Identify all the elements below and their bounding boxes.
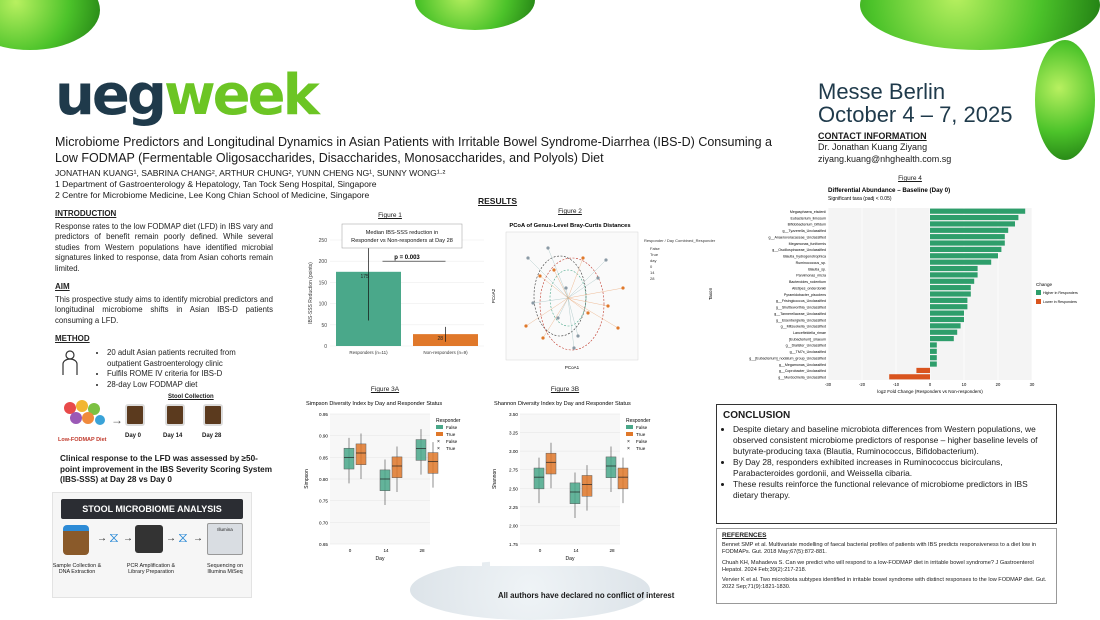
- y-tick-label: 3.25: [509, 430, 518, 436]
- data-point: [576, 334, 579, 337]
- contact-email: ziyang.kuang@nhghealth.com.sg: [818, 153, 952, 164]
- x-axis-label: Day: [375, 556, 385, 562]
- legend-title: Change: [1036, 282, 1053, 287]
- legend-entry: False: [446, 425, 458, 430]
- y-tick-label: 0: [324, 344, 327, 350]
- x-tick-label: 14: [573, 548, 579, 553]
- data-point: [616, 326, 619, 329]
- legend-entry: False: [636, 425, 648, 430]
- y-tick-label: g__Megamonas_Unclassified: [778, 362, 826, 367]
- figure-3b-chart: [490, 396, 680, 566]
- data-point: [526, 256, 529, 259]
- x-tick-label: 0: [348, 548, 352, 553]
- x-tick-label: -20: [858, 382, 866, 387]
- decorative-blob-right: [1035, 40, 1095, 160]
- legend-swatch: [1036, 299, 1041, 304]
- ueg-week-logo: [55, 63, 317, 128]
- box: [416, 440, 426, 461]
- legend-entry: 28: [650, 276, 655, 281]
- legend-marker: ×: [627, 439, 630, 445]
- conflict-statement: All authors have declared no conflict of interest: [498, 591, 675, 600]
- logo-part-1: ueg: [55, 63, 164, 128]
- data-label: 175: [360, 273, 369, 280]
- y-tick-label: Eubacterium_limosum: [790, 216, 826, 221]
- bar: [930, 234, 1005, 239]
- y-tick-label: Lancefieldella_rimae: [793, 331, 826, 336]
- box: [570, 483, 580, 504]
- y-tick-label: 0.95: [319, 412, 328, 417]
- y-tick-label: 0.80: [319, 477, 328, 482]
- p-value-annotation: p = 0.003: [394, 255, 420, 262]
- stool-cup-icon: [203, 404, 223, 426]
- references-heading: REFERENCES: [722, 532, 767, 539]
- method-bullet: • 20 adult Asian patients recruited from outpatient Gastroenterology clinic: [107, 348, 245, 369]
- data-point: [586, 311, 589, 314]
- y-tick-label: Megasphaera_elsdenii: [789, 209, 826, 214]
- figure-3b-caption: Figure 3B: [550, 386, 580, 393]
- legend-entry: True: [446, 446, 456, 451]
- decorative-blob-top-left: [0, 0, 100, 50]
- bar: [930, 221, 1015, 226]
- bar: [930, 291, 971, 296]
- x-tick-label: 30: [1029, 382, 1035, 387]
- y-axis-label: IBS-SSS Reduction (points): [308, 262, 314, 324]
- box: [546, 453, 556, 474]
- decorative-blob-bottom: [410, 560, 650, 620]
- y-axis-label: Simpson: [304, 469, 310, 489]
- x-tick-label: 28: [419, 548, 425, 553]
- bar: [930, 342, 937, 347]
- author-names: JONATHAN KUANG¹, SABRINA CHANG², ARTHUR CHUNG², YUNN CHENG NG¹, SUNNY WONG¹·²: [55, 168, 446, 178]
- y-axis-label: Shannon: [492, 468, 498, 490]
- data-point: [606, 304, 609, 307]
- contact-name: Dr. Jonathan Kuang Ziyang: [818, 142, 928, 153]
- poster-title: Microbiome Predictors and Longitudinal Dynamics in Asian Patients with Irritable Bowel Syndrome-Diarrhea (IBS-D) Consuming a Low FODMAP (Fermentable Oligosaccharides, Disaccharides, Monosaccharides, and Polyols) Diet: [55, 135, 772, 166]
- figure-3a-caption: Figure 3A: [370, 386, 400, 393]
- day-label: Day 14: [163, 433, 183, 439]
- step-label: PCR Amplification & Library Preparation: [126, 563, 176, 576]
- bar: [930, 240, 1005, 245]
- bar: [930, 285, 971, 290]
- legend-entry: 14: [650, 270, 655, 275]
- bar: [930, 311, 964, 316]
- y-tick-label: g__Anaerovoracaceae_Unclassified: [768, 235, 826, 240]
- introduction-heading: INTRODUCTION: [55, 209, 117, 218]
- data-point: [572, 346, 575, 349]
- box: [428, 453, 438, 474]
- sample-tube-icon: [63, 525, 89, 555]
- data-label: 28: [437, 336, 444, 343]
- bar: [889, 374, 930, 379]
- data-point: [621, 286, 624, 289]
- x-axis-label: log2 Fold Change (Responders vs Non-responders): [877, 389, 983, 394]
- y-tick-label: 150: [318, 280, 327, 287]
- y-tick-label: 100: [318, 301, 327, 308]
- y-axis-label: PCoA2: [491, 288, 496, 304]
- y-axis-label: Taxon: [708, 287, 713, 301]
- y-tick-label: 2.75: [509, 467, 518, 473]
- reference-item: Chuah KH, Mahadeva S. Can we predict who will respond to a low-FODMAP diet in irritable bowel syndrome? J Gastroenterol Hepatol. 2024 Feb;39(2):217-218.: [722, 559, 1034, 573]
- data-point: [564, 286, 567, 289]
- arrow-icon: →: [111, 413, 123, 427]
- figure-4-chart: [708, 184, 1078, 402]
- legend-swatch: [436, 432, 443, 436]
- bar: [930, 317, 964, 322]
- low-fodmap-diet-illustration: [58, 398, 110, 434]
- chart-title: Simpson Diversity Index by Day and Responder Status: [306, 401, 443, 407]
- reference-item: Bennet SMP et al. Multivariate modelling of faecal bacterial profiles of patients with IBS predicts responsiveness to a diet low in FODMAPs. Gut. 2018 May;67(5):872-881.: [722, 542, 1036, 556]
- box: [344, 448, 354, 469]
- y-tick-label: Pyramidobacter_piscolens: [783, 292, 826, 297]
- dna-icon: ⧖: [178, 529, 188, 545]
- figure-1-caption: Figure 1: [378, 212, 402, 219]
- figure-4-caption: Figure 4: [898, 175, 922, 182]
- method-bullet: • Fulfils ROME IV criteria for IBS-D: [107, 369, 245, 380]
- stool-analysis-heading: STOOL MICROBIOME ANALYSIS: [61, 499, 243, 519]
- y-tick-label: 0.70: [319, 520, 328, 526]
- chart-title-line: Responder vs Non-responders at Day 28: [351, 238, 453, 244]
- y-tick-label: 0.85: [319, 455, 328, 461]
- y-tick-label: g__Frisingicoccus_Unclassified: [775, 299, 826, 304]
- day-label: Day 0: [125, 433, 142, 439]
- y-tick-label: g__Oscillospiraceae_Unclassified: [772, 248, 826, 253]
- bar: [930, 279, 974, 284]
- bar: [916, 368, 930, 373]
- legend-swatch: [626, 425, 633, 429]
- aim-text: This prospective study aims to identify microbial predictors and longitudinal microbiome shifts in Asian IBS-D patients consuming a LFD.: [55, 294, 273, 325]
- bar: [930, 330, 957, 335]
- legend-entry: Lower in Responders: [1043, 300, 1077, 304]
- clinical-response-text: Clinical response to the LFD was assessed by ≥50-point improvement in the IBS Severity Scoring System (IBS-SSS) at Day 28 vs Day 0: [60, 454, 273, 485]
- data-point: [581, 256, 584, 259]
- introduction-section: [55, 209, 273, 274]
- bar: [930, 336, 954, 341]
- x-tick-label: -30: [824, 382, 832, 387]
- step-label: Sequencing on Illumina MiSeq: [207, 563, 243, 576]
- legend-entry: 0: [650, 264, 653, 269]
- venue-dates: October 4 – 7, 2025: [818, 102, 1013, 128]
- x-tick-label: -10: [892, 382, 900, 387]
- conclusion-box: [716, 404, 1057, 524]
- bar: [930, 355, 937, 360]
- venue-block: [818, 80, 1012, 126]
- arrow-icon: →: [193, 533, 203, 544]
- aim-heading: AIM: [55, 282, 70, 291]
- stool-analysis-panel: [52, 492, 252, 598]
- y-tick-label: 2.00: [509, 523, 518, 529]
- x-tick-label: Responders (n=11): [349, 350, 388, 355]
- arrow-icon: →: [97, 533, 107, 544]
- authors-block: [55, 168, 525, 202]
- y-tick-label: g__Eisenbergiella_Unclassified: [776, 318, 826, 323]
- method-bullet: • 28-day Low FODMAP diet: [107, 380, 245, 391]
- data-point: [531, 301, 534, 304]
- y-tick-label: 50: [321, 322, 327, 329]
- chart-title: PCoA of Genus-Level Bray-Curtis Distances: [509, 223, 631, 229]
- box: [582, 475, 592, 496]
- bar: [930, 253, 998, 258]
- contact-info: [818, 131, 951, 165]
- y-tick-label: Parvimonas_micra: [796, 273, 826, 278]
- bar: [930, 215, 1018, 220]
- y-tick-label: g__TM7x_Unclassified: [789, 350, 826, 355]
- legend-entry: True: [446, 432, 456, 437]
- reference-item: Vervier K et al. Two microbiota subtypes identified in irritable bowel syndrome with distinct responses to the low FODMAP diet. Gut. 2022 Sep;71(9):1821-1830.: [722, 576, 1047, 591]
- x-tick-label: 10: [961, 382, 967, 387]
- y-tick-label: 2.50: [509, 486, 518, 492]
- y-tick-label: g__Tannerellaceae_Unclassified: [774, 311, 826, 316]
- y-tick-label: 0.65: [319, 542, 328, 547]
- affiliation-1: 1 Department of Gastroenterology & Hepatology, Tan Tock Seng Hospital, Singapore: [55, 179, 377, 190]
- y-tick-label: 1.75: [509, 542, 518, 547]
- bar: [930, 260, 991, 265]
- y-tick-label: Ruminococcus_sp.: [795, 260, 826, 265]
- chart-subtitle: Significant taxa (padj < 0.05): [828, 196, 892, 202]
- method-bullets: [95, 348, 245, 390]
- x-tick-label: 0: [928, 382, 932, 387]
- stool-collection-heading: Stool Collection: [168, 394, 214, 400]
- bar: [930, 272, 978, 277]
- bar: [930, 349, 937, 354]
- figure-3a-chart: [302, 396, 482, 566]
- arrow-icon: →: [123, 533, 133, 544]
- legend-swatch: [626, 432, 633, 436]
- box: [534, 468, 544, 489]
- y-tick-label: Blautia_sp.: [808, 267, 826, 272]
- y-tick-label: 250: [318, 238, 327, 244]
- method-section: [55, 334, 273, 347]
- legend-entry: False: [636, 439, 648, 444]
- legend-entry: False: [650, 246, 660, 251]
- plot-area: [506, 232, 638, 360]
- low-fodmap-diet-label: Low-FODMAP Diet: [58, 437, 107, 443]
- y-tick-label: 3.00: [509, 449, 518, 455]
- legend-marker: ×: [437, 439, 440, 445]
- legend-entry: True: [636, 446, 646, 451]
- box: [618, 468, 628, 489]
- data-point: [538, 274, 541, 277]
- legend-entry: True: [650, 252, 659, 257]
- x-axis-label: Day: [565, 556, 575, 562]
- y-tick-label: Bacteroides_rodentium: [789, 280, 826, 285]
- y-tick-label: Blautia_hydrogenotrophica: [783, 254, 826, 259]
- chart-title: Shannon Diversity Index by Day and Responder Status: [494, 401, 631, 407]
- references-box: [716, 528, 1057, 604]
- x-tick-label: Non-responders (n=9): [423, 350, 468, 355]
- dna-icon: ⧖: [109, 529, 119, 545]
- y-tick-label: [Eubacterium]_siraeum: [789, 337, 826, 342]
- y-tick-label: 0.90: [319, 433, 328, 439]
- contact-heading: CONTACT INFORMATION: [818, 131, 927, 141]
- legend-title: Responder / Day Combined_Responder: [644, 238, 716, 243]
- bar: [930, 266, 978, 271]
- data-point: [524, 324, 527, 327]
- y-tick-label: g__Coprobacter_Unclassified: [778, 369, 826, 374]
- y-tick-label: g__Shuttleworthia_Unclassified: [775, 305, 826, 310]
- legend-title: Responder: [436, 418, 461, 424]
- chart-title: Differential Abundance – Baseline (Day 0): [828, 187, 951, 194]
- y-tick-label: Alistipes_onderdonkii: [792, 286, 826, 291]
- figure-2-caption: Figure 2: [558, 208, 582, 215]
- legend-marker: ×: [627, 446, 630, 452]
- legend-title: Responder: [626, 418, 651, 424]
- box: [380, 470, 390, 491]
- bar: [930, 228, 1008, 233]
- legend-swatch: [1036, 290, 1041, 295]
- title-box: [342, 224, 462, 248]
- bar: [930, 247, 1001, 252]
- step-label: Sample Collection & DNA Extraction: [52, 563, 102, 576]
- legend-entry: False: [446, 439, 458, 444]
- x-axis-label: PCoA1: [564, 365, 580, 370]
- bar: [930, 323, 961, 328]
- figure-1-chart: [304, 222, 488, 382]
- box: [392, 457, 402, 478]
- legend-entry: True: [636, 432, 646, 437]
- data-point: [604, 258, 607, 261]
- bar: [930, 209, 1025, 214]
- day-label: Day 28: [202, 433, 222, 439]
- conclusion-bullet: • Despite dietary and baseline microbiota differences from Western populations, we observed consistent microbiome predictors of response – higher baseline levels of butyrate-producing taxa (Blautia, Ruminococcus, Bifidobacterium).: [733, 424, 1050, 457]
- conclusion-bullet: • These results reinforce the functional relevance of microbiome predictors in IBS dietary therapy.: [733, 479, 1050, 501]
- y-tick-label: 3.50: [509, 412, 518, 417]
- conclusion-bullet: • By Day 28, responders exhibited increases in Ruminococcus bicirculans, Parabacteroides gordonii, and Weissella cibaria.: [733, 457, 1050, 479]
- data-point: [541, 336, 544, 339]
- legend-entry: day: [650, 258, 657, 263]
- introduction-text: Response rates to the low FODMAP diet (LFD) in IBS vary and predictors of benefit remain poorly defined. While several studies from Western populations have identified microbial signatures linked to response, data from Asian cohorts remain limited.: [55, 221, 273, 273]
- chart-title-line: Median IBS-SSS reduction in: [365, 230, 439, 236]
- y-tick-label: g__Tyzzerella_Unclassified: [782, 229, 826, 234]
- y-tick-label: 2.25: [509, 504, 518, 510]
- x-tick-label: 14: [383, 548, 389, 553]
- data-point: [596, 276, 599, 279]
- sequencer-icon: Illumina: [207, 523, 243, 555]
- y-tick-label: Megamonas_funiformis: [788, 241, 826, 246]
- bar: [930, 298, 967, 303]
- x-tick-label: 20: [995, 382, 1001, 387]
- conclusion-heading: CONCLUSION: [723, 410, 791, 421]
- stool-cup-icon: [165, 404, 185, 426]
- arrow-icon: →: [166, 533, 176, 544]
- legend-swatch: [436, 425, 443, 429]
- legend-marker: ×: [437, 446, 440, 452]
- box: [606, 457, 616, 478]
- x-tick-label: 28: [609, 548, 615, 553]
- y-tick-label: g__Murdochiella_Unclassified: [778, 375, 826, 380]
- data-point: [552, 268, 555, 271]
- x-tick-label: 0: [538, 548, 542, 553]
- data-point: [546, 246, 549, 249]
- box: [356, 444, 366, 465]
- results-heading: RESULTS: [478, 196, 518, 206]
- affiliation-2: 2 Centre for Microbiome Medicine, Lee Kong Chian School of Medicine, Singapore: [55, 190, 370, 201]
- y-tick-label: g__Dialister_Unclassified: [785, 343, 826, 348]
- method-heading: METHOD: [55, 334, 90, 343]
- venue-location: Messe Berlin: [818, 79, 946, 104]
- y-tick-label: g__Mitsuokella_Unclassified: [780, 324, 826, 329]
- decorative-blob-top: [415, 0, 535, 30]
- bar: [930, 361, 937, 366]
- bar: [930, 304, 967, 309]
- pcr-machine-icon: [135, 525, 163, 553]
- stool-cup-icon: [125, 404, 145, 426]
- y-tick-label: 0.75: [319, 498, 328, 504]
- y-tick-label: Bifidobacterium_bifidum: [787, 222, 826, 227]
- y-tick-label: g__[Eubacterium]_nodatum_group_Unclassified: [749, 356, 826, 361]
- data-point: [556, 316, 559, 319]
- y-tick-label: 200: [318, 259, 327, 266]
- aim-section: [55, 282, 273, 326]
- logo-part-2: week: [163, 63, 317, 128]
- patient-icon: [60, 350, 80, 376]
- legend-entry: Higher in Responders: [1043, 291, 1078, 295]
